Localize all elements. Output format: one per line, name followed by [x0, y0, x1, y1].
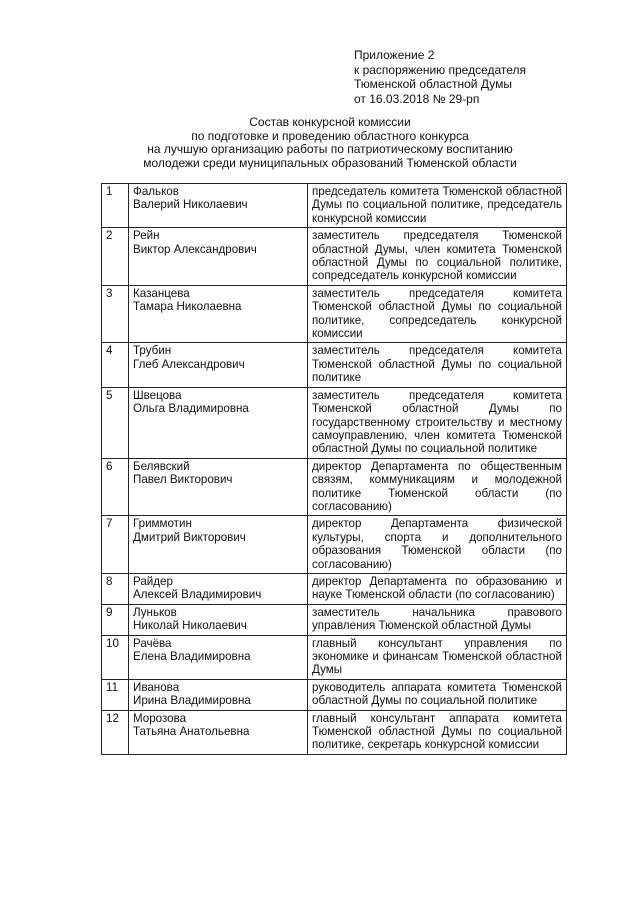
member-name: [129, 285, 308, 343]
appendix-line: Тюменской областной Думы: [354, 77, 512, 91]
table-row: [102, 458, 567, 516]
member-position: директор Департамента по общественным связям, коммуникациям и молодежной политике Тюменской области (по согласованию): [308, 458, 567, 516]
member-name: [129, 635, 308, 679]
row-number: 10: [102, 635, 129, 679]
table-row: [102, 184, 567, 228]
member-position: заместитель председателя комитета Тюменской областной Думы по социальной политике: [308, 343, 567, 387]
member-given-names: Ирина Владимировна: [133, 694, 251, 708]
commission-table-body: [102, 184, 567, 755]
row-number: 6: [102, 458, 129, 516]
member-name: [129, 343, 308, 387]
member-name: [129, 516, 308, 574]
appendix-line: Приложение 2: [354, 48, 435, 62]
appendix-block: [354, 48, 526, 106]
member-given-names: Валерий Николаевич: [133, 198, 248, 212]
member-position: заместитель председателя комитета Тюменской областной Думы по социальной политике, сопредседатель конкурсной комиссии: [308, 285, 567, 343]
member-position: главный консультант аппарата комитета Тюменской областной Думы по социальной политике, секретарь конкурсной комиссии: [308, 710, 567, 754]
member-name: [129, 573, 308, 604]
member-given-names: Елена Владимировна: [133, 650, 251, 663]
row-number: 4: [102, 343, 129, 387]
member-given-names: Татьяна Анатольевна: [133, 725, 250, 739]
member-position: руководитель аппарата комитета Тюменской областной Думы по социальной политике: [308, 679, 567, 710]
table-row: [102, 387, 567, 458]
member-given-names: Виктор Александрович: [133, 242, 257, 256]
row-number: 11: [102, 679, 129, 710]
member-name: [129, 228, 308, 286]
row-number: 12: [102, 710, 129, 754]
member-position: заместитель председателя Тюменской областной Думы, член комитета Тюменской областной Думы по социальной политике, сопредседатель конкурсной комиссии: [308, 228, 567, 286]
member-surname: Рейн: [133, 229, 160, 243]
table-row: [102, 604, 567, 635]
member-name: [129, 184, 308, 228]
table-row: [102, 228, 567, 286]
member-name: [129, 387, 308, 458]
table-row: [102, 679, 567, 710]
member-given-names: Ольга Владимировна: [133, 402, 249, 416]
member-name: [129, 710, 308, 754]
member-name: [129, 679, 308, 710]
row-number: 9: [102, 604, 129, 635]
member-position: главный консультант управления по экономике и финансам Тюменской областной Думы: [308, 635, 567, 679]
table-row: [102, 285, 567, 343]
table-row: [102, 516, 567, 574]
member-given-names: Николай Николаевич: [133, 619, 247, 633]
member-given-names: Тамара Николаевна: [133, 300, 242, 314]
table-row: [102, 573, 567, 604]
title-line: молодежи среди муниципальных образований Тюменской области: [143, 155, 517, 170]
member-name: [129, 458, 308, 516]
table-row: [102, 710, 567, 754]
member-surname: Белявский: [133, 459, 190, 473]
title-line: на лучшую организацию работы по патриотическому воспитанию: [147, 142, 513, 157]
document-title: [90, 116, 570, 170]
member-surname: Швецова: [133, 388, 182, 402]
row-number: 2: [102, 228, 129, 286]
commission-table: [101, 183, 567, 755]
member-name: [129, 604, 308, 635]
member-position: директор Департамента по образованию и науке Тюменской области (по согласованию): [308, 573, 567, 604]
member-position: заместитель начальника правового управления Тюменской областной Думы: [308, 604, 567, 635]
member-given-names: Глеб Александрович: [133, 357, 245, 371]
row-number: 3: [102, 285, 129, 343]
member-surname: Гриммотин: [133, 517, 192, 531]
member-position: директор Департамента физической культуры, спорта и дополнительного образования Тюменской области (по согласованию): [308, 516, 567, 574]
row-number: 8: [102, 573, 129, 604]
title-line: по подготовке и проведению областного конкурса: [191, 128, 469, 143]
title-line: Состав конкурсной комиссии: [249, 115, 411, 129]
appendix-line: к распоряжению председателя: [354, 62, 527, 77]
member-surname: Райдер: [133, 574, 173, 588]
appendix-line: от 16.03.2018 № 29-рп: [354, 91, 480, 106]
member-surname: Морозова: [133, 711, 187, 725]
member-position: заместитель председателя комитета Тюменской областной Думы по государственному строительству и местному самоуправлению, член комитета Тюменской областной Думы по социальной политике: [308, 387, 567, 458]
row-number: 7: [102, 516, 129, 574]
row-number: 1: [102, 184, 129, 228]
table-row: [102, 343, 567, 387]
row-number: 5: [102, 387, 129, 458]
member-surname: Иванова: [133, 680, 180, 694]
member-given-names: Дмитрий Викторович: [133, 530, 246, 544]
member-given-names: Алексей Владимирович: [133, 588, 262, 602]
member-surname: Казанцева: [133, 286, 190, 300]
member-surname: Трубин: [133, 344, 172, 358]
member-surname: Рачёва: [133, 636, 172, 650]
table-row: [102, 635, 567, 679]
member-position: председатель комитета Тюменской областной Думы по социальной политике, председатель конкурсной комиссии: [308, 184, 567, 228]
member-given-names: Павел Викторович: [133, 473, 233, 487]
member-surname: Луньков: [133, 605, 177, 619]
member-surname: Фальков: [133, 185, 179, 198]
